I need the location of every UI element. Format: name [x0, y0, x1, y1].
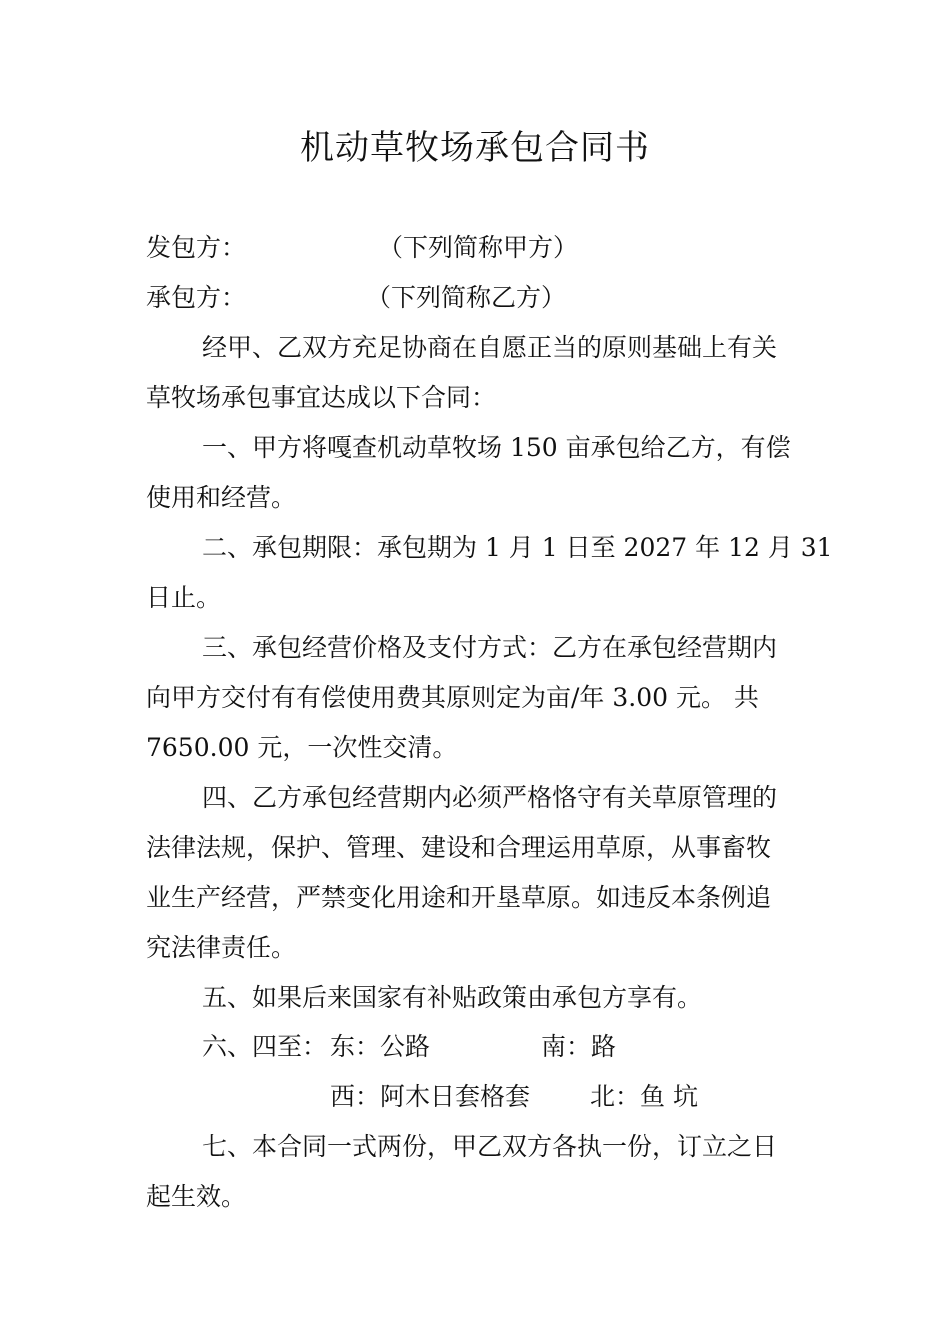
issuer-line: [146, 231, 578, 265]
contractor-line: [146, 281, 566, 315]
clause-4-line-4: 究法律责任。: [146, 933, 297, 962]
boundary-west: 西：阿木日套格套: [330, 1082, 531, 1111]
clause-3-line-3: 7650.00 元，一次性交清。: [146, 733, 458, 762]
clause-4-line-3: 业生产经营，严禁变化用途和开垦草原。如违反本条例追: [146, 883, 772, 912]
preamble-line-1: 经甲、乙双方充足协商在自愿正当的原则基础上有关: [202, 333, 778, 362]
contractor-label: 承包方：: [146, 283, 247, 312]
clause-1-line-1: 一、甲方将嘎查机动草牧场 150 亩承包给乙方，有偿: [202, 433, 791, 462]
clause-1-line-2: 使用和经营。: [146, 483, 297, 512]
contractor-note: （下列简称乙方）: [366, 283, 567, 312]
clause-3-line-2: 向甲方交付有有偿使用费其原则定为亩/年 3.00 元。 共: [146, 683, 759, 712]
clause-4-line-1: 四、乙方承包经营期内必须严格恪守有关草原管理的: [202, 783, 778, 812]
clause-7-line-1: 七、本合同一式两份，甲乙双方各执一份，订立之日: [202, 1132, 778, 1161]
boundary-east: 东：公路: [330, 1032, 431, 1061]
issuer-label: 发包方：: [146, 233, 247, 262]
document-title: 机动草牧场承包合同书: [300, 128, 650, 168]
clause-4-line-2: 法律法规，保护、管理、建设和合理运用草原，从事畜牧: [146, 833, 772, 862]
boundary-north: 北：鱼 坑: [590, 1082, 698, 1111]
clause-5-line-1: 五、如果后来国家有补贴政策由承包方享有。: [202, 983, 703, 1012]
clause-3-line-1: 三、承包经营价格及支付方式：乙方在承包经营期内: [202, 633, 778, 662]
issuer-note: （下列简称甲方）: [378, 233, 579, 262]
clause-6-intro: 六、四至：: [202, 1032, 328, 1061]
clause-2-line-1: 二、承包期限：承包期为 1 月 1 日至 2027 年 12 月 31: [202, 533, 833, 562]
preamble-line-2: 草牧场承包事宜达成以下合同：: [146, 383, 497, 412]
clause-2-line-2: 日止。: [146, 583, 222, 612]
boundary-south: 南：路: [541, 1032, 617, 1061]
clause-7-line-2: 起生效。: [146, 1182, 247, 1211]
